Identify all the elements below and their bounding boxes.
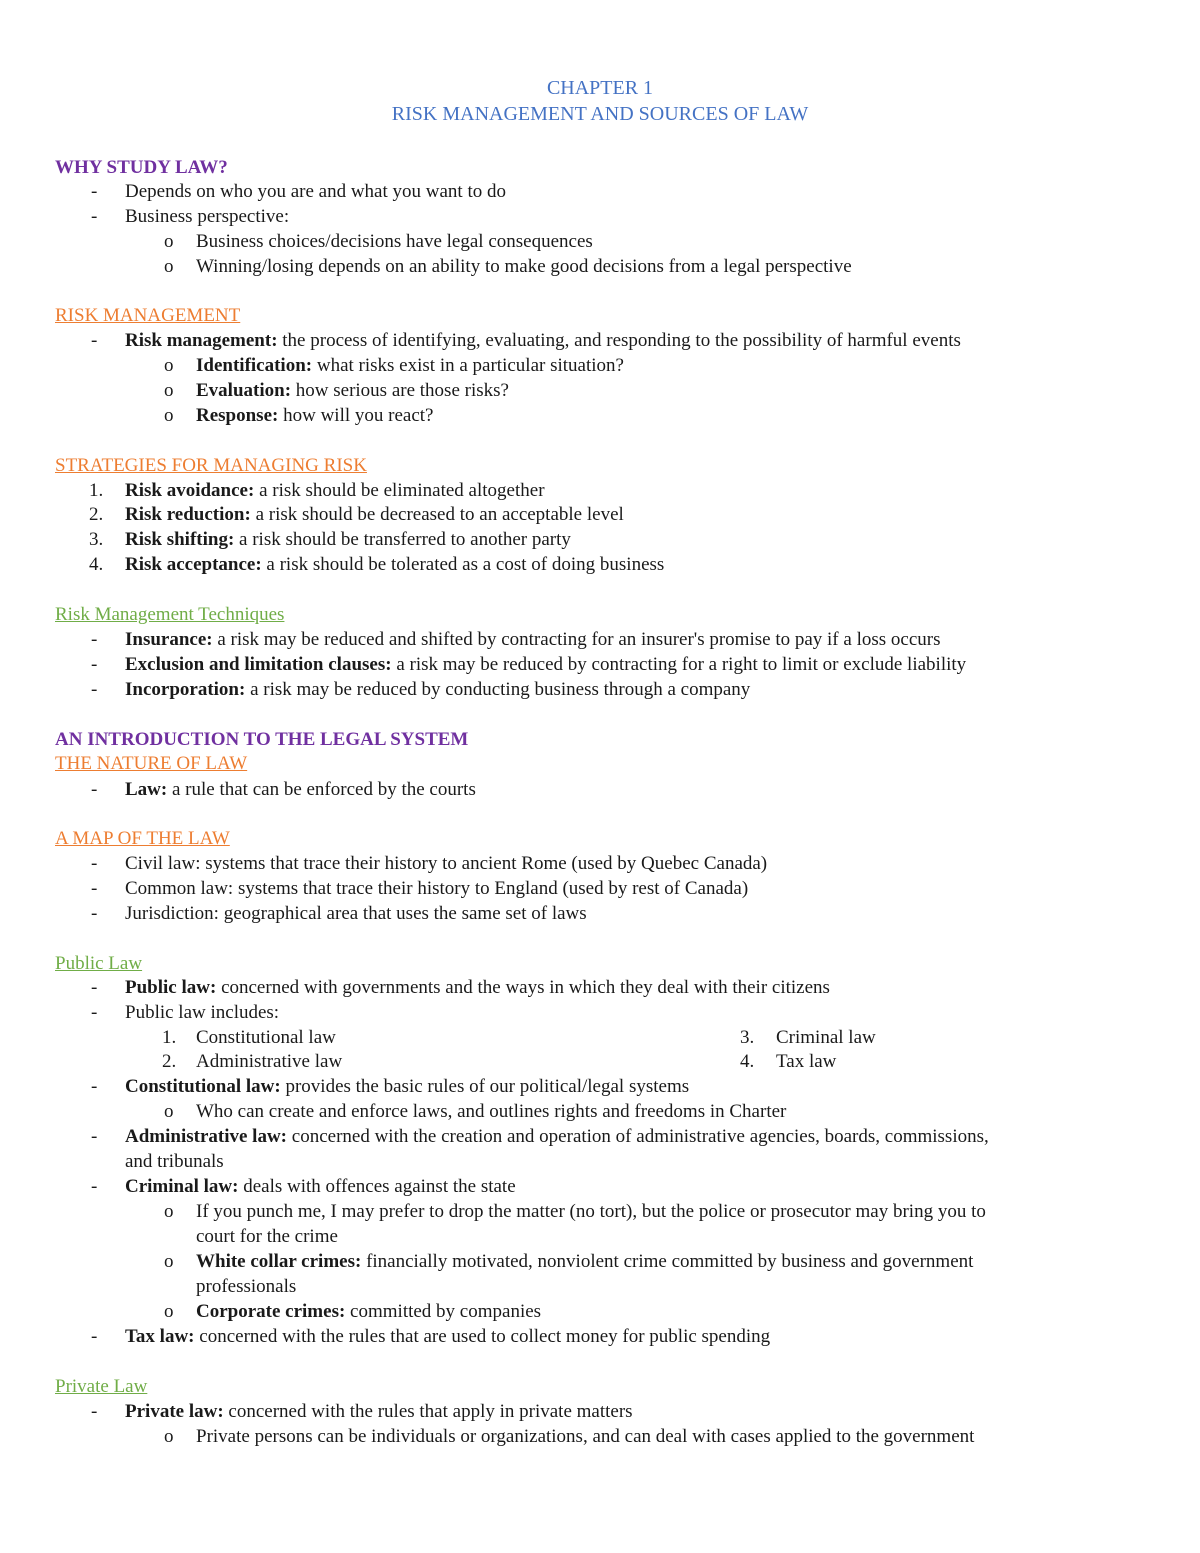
- list-text: Criminal law: [776, 1027, 876, 1048]
- circle-marker: o: [164, 1201, 174, 1222]
- term: Administrative law:: [125, 1126, 288, 1147]
- term: Risk shifting:: [125, 529, 235, 550]
- dash-marker: -: [91, 779, 98, 800]
- dash-marker: -: [91, 1176, 98, 1197]
- dash-marker: -: [91, 330, 98, 351]
- definition: a rule that can be enforced by the courts: [167, 779, 476, 800]
- definition: financially motivated, nonviolent crime committed by business and government: [361, 1251, 974, 1272]
- heading-risk-management: RISK MANAGEMENT: [55, 305, 241, 326]
- definition: deals with offences against the state: [238, 1176, 516, 1197]
- definition: a risk may be reduced by conducting business through a company: [245, 679, 751, 700]
- heading-public-law: Public Law: [55, 953, 143, 974]
- definition: concerned with governments and the ways in which they deal with their citizens: [216, 977, 830, 998]
- circle-marker: o: [164, 355, 174, 376]
- item-number: 4.: [740, 1051, 755, 1072]
- heading-intro-legal-system: AN INTRODUCTION TO THE LEGAL SYSTEM: [55, 729, 469, 750]
- circle-marker: o: [164, 231, 174, 252]
- heading-map-of-law: A MAP OF THE LAW: [55, 828, 230, 849]
- definition: a risk may be reduced by contracting for a right to limit or exclude liability: [391, 654, 967, 675]
- definition: how serious are those risks?: [291, 380, 509, 401]
- definition: a risk should be eliminated altogether: [254, 480, 545, 501]
- circle-marker: o: [164, 1251, 174, 1272]
- term: Public law:: [125, 977, 217, 998]
- circle-marker: o: [164, 256, 174, 277]
- chapter-subtitle: RISK MANAGEMENT AND SOURCES OF LAW: [391, 103, 809, 125]
- dash-marker: -: [91, 629, 98, 650]
- term: Exclusion and limitation clauses:: [125, 654, 392, 675]
- sub-bullet-text: Business choices/decisions have legal consequences: [196, 231, 593, 252]
- heading-private-law: Private Law: [55, 1376, 148, 1397]
- term: Constitutional law:: [125, 1076, 281, 1097]
- item-number: 2.: [89, 504, 104, 525]
- dash-marker: -: [91, 1401, 98, 1422]
- term: Corporate crimes:: [196, 1301, 346, 1322]
- item-number: 1.: [89, 480, 104, 501]
- term: Risk acceptance:: [125, 554, 262, 575]
- term: Insurance:: [125, 629, 213, 650]
- circle-marker: o: [164, 380, 174, 401]
- term: Identification:: [196, 355, 313, 376]
- heading-strategies: STRATEGIES FOR MANAGING RISK: [55, 455, 367, 476]
- dash-marker: -: [91, 903, 98, 924]
- bullet-text: Public law includes:: [125, 1002, 280, 1023]
- term: Evaluation:: [196, 380, 292, 401]
- item-number: 3.: [89, 529, 104, 550]
- definition: concerned with the rules that are used to collect money for public spending: [194, 1326, 771, 1347]
- definition: committed by companies: [345, 1301, 542, 1322]
- definition: how will you react?: [278, 405, 434, 426]
- dash-marker: -: [91, 1002, 98, 1023]
- sub-bullet-continuation: professionals: [196, 1276, 297, 1297]
- circle-marker: o: [164, 1426, 174, 1447]
- term: Risk avoidance:: [125, 480, 255, 501]
- heading-nature-of-law: THE NATURE OF LAW: [55, 753, 248, 774]
- definition: a risk should be transferred to another party: [234, 529, 571, 550]
- item-number: 4.: [89, 554, 104, 575]
- term: Private law:: [125, 1401, 224, 1422]
- dash-marker: -: [91, 853, 98, 874]
- definition: concerned with the creation and operation of administrative agencies, boards, commissions,: [287, 1126, 989, 1147]
- bullet-continuation: and tribunals: [125, 1151, 224, 1172]
- dash-marker: -: [91, 1326, 98, 1347]
- bullet-text: Common law: systems that trace their history to England (used by rest of Canada): [125, 878, 749, 899]
- bullet-text: Business perspective:: [125, 206, 290, 227]
- sub-bullet-text: Winning/losing depends on an ability to make good decisions from a legal perspective: [196, 256, 852, 277]
- sub-bullet-text: If you punch me, I may prefer to drop the matter (no tort), but the police or prosecutor may bring you to: [196, 1201, 986, 1222]
- term: Risk reduction:: [125, 504, 251, 525]
- bullet-text: Depends on who you are and what you want to do: [125, 181, 506, 202]
- item-number: 3.: [740, 1027, 755, 1048]
- dash-marker: -: [91, 878, 98, 899]
- term: Criminal law:: [125, 1176, 239, 1197]
- term: Law:: [125, 779, 168, 800]
- item-number: 1.: [162, 1027, 177, 1048]
- dash-marker: -: [91, 206, 98, 227]
- list-text: Constitutional law: [196, 1027, 336, 1048]
- sub-bullet-text: Who can create and enforce laws, and outlines rights and freedoms in Charter: [196, 1101, 787, 1122]
- sub-bullet-continuation: court for the crime: [196, 1226, 338, 1247]
- sub-bullet-text: Private persons can be individuals or organizations, and can deal with cases applied to the government: [196, 1426, 975, 1447]
- bullet-text: Civil law: systems that trace their history to ancient Rome (used by Quebec Canada): [125, 853, 768, 874]
- bullet-text: Jurisdiction: geographical area that uses the same set of laws: [125, 903, 587, 924]
- definition: a risk should be decreased to an acceptable level: [250, 504, 624, 525]
- term: White collar crimes:: [196, 1251, 362, 1272]
- dash-marker: -: [91, 654, 98, 675]
- dash-marker: -: [91, 679, 98, 700]
- heading-why-study-law: WHY STUDY LAW?: [55, 157, 228, 178]
- list-text: Tax law: [776, 1051, 837, 1072]
- circle-marker: o: [164, 1101, 174, 1122]
- circle-marker: o: [164, 1301, 174, 1322]
- definition: the process of identifying, evaluating, and responding to the possibility of harmful events: [277, 330, 961, 351]
- definition: provides the basic rules of our political/legal systems: [280, 1076, 690, 1097]
- dash-marker: -: [91, 977, 98, 998]
- definition: concerned with the rules that apply in private matters: [223, 1401, 633, 1422]
- definition: a risk should be tolerated as a cost of doing business: [261, 554, 665, 575]
- dash-marker: -: [91, 181, 98, 202]
- term: Response:: [196, 405, 279, 426]
- dash-marker: -: [91, 1076, 98, 1097]
- definition: a risk may be reduced and shifted by contracting for an insurer's promise to pay if a loss occurs: [212, 629, 941, 650]
- term: Tax law:: [125, 1326, 195, 1347]
- dash-marker: -: [91, 1126, 98, 1147]
- circle-marker: o: [164, 405, 174, 426]
- list-text: Administrative law: [196, 1051, 343, 1072]
- heading-risk-techniques: Risk Management Techniques: [55, 604, 285, 625]
- chapter-title: CHAPTER 1: [546, 77, 654, 99]
- term: Incorporation:: [125, 679, 246, 700]
- term: Risk management:: [125, 330, 278, 351]
- item-number: 2.: [162, 1051, 177, 1072]
- definition: what risks exist in a particular situation?: [312, 355, 624, 376]
